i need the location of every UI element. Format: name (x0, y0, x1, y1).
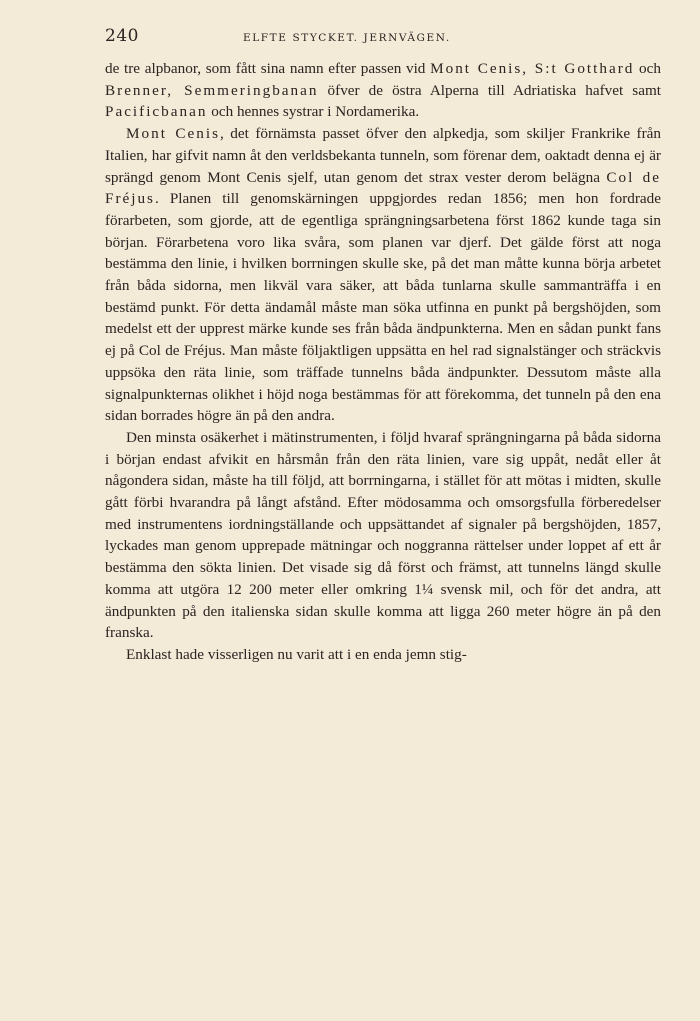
paragraph (105, 58, 661, 123)
paragraph (105, 644, 661, 666)
paragraph (105, 123, 661, 427)
page-number: 240 (105, 26, 139, 46)
page-header (105, 26, 661, 52)
emphasized-text: Brenner, Semmeringbanan (105, 81, 319, 99)
running-head: ELFTE STYCKET. JERNVÄGEN. (242, 32, 451, 44)
text-segment: Enklast hade visserligen nu varit att i en enda jemn stig- (126, 645, 467, 663)
emphasized-text: Col de Fréjus (105, 168, 662, 208)
body-text (105, 58, 661, 666)
emphasized-text: Mont Cenis, S:t Gotthard (430, 60, 635, 77)
text-segment: öfver de östra Alperna till Adriatiska hafvet samt (318, 81, 661, 99)
text-segment: Den minsta osäkerhet i mätinstrumenten, i följd hvaraf sprängningarna på båda sidorna i början endast afvikit en hårsmån från den räta linien, vare sig uppåt, nedåt eller åt någondera sidan, måste ha till följd, att borrningarna, i stället för att mötas i midten, skulle gått förbi hvarandra på långt afstånd. Efter mödosamma och omsorgsfulla förberedelser med instrumentens iordningställande och uppsättandet af signaler på bergshöjden, 1857, lyckades man genom upprepade mätningar och noggranna rättelser under loppet af ett år bestämma den sökta linien. Det visade sig då först och främst, att tunnelns längd skulle komma att utgöra 12 200 meter eller omkring 1¼ svensk mil, och för det andra, att ändpunkten på den italienska sidan skulle komma att ligga 260 meter högre än på den franska. (105, 428, 661, 642)
paragraph (105, 427, 661, 644)
text-segment: och hennes systrar i Nordamerika. (207, 103, 420, 121)
text-segment: , det förnämsta passet öfver den alpkedja, som skiljer Frankrike från Italien, har gifvit namn åt den verldsbekanta tunneln, som förenar dem, oaktadt denna ej är sprängd genom Mont Cenis sjelf, utan genom det strax vester derom belägna (105, 125, 661, 186)
emphasized-text: Pacificbanan (105, 103, 208, 121)
text-segment: och (634, 60, 661, 77)
emphasized-text: Mont Cenis (126, 125, 220, 143)
text-segment: de tre alpbanor, som fått sina namn efter passen vid (105, 60, 431, 77)
text-segment: . Planen till genomskärningen uppgjordes redan 1856; men hon fordrade förarbeten, som gjorde, att de egentliga sprängningsarbetena först 1862 kunde taga sin början. Förarbetena voro lika svåra, som planen var djerf. Det gälde först att noga bestämma den linie, i hvilken borrningen skulle ske, på det man måtte kunna börja arbetet från båda sidorna, men likväl vara säker, att båda tunlarna skulle sammanträffa i en bestämd punkt. För detta ändamål måste man söka utfinna en punkt på bergshöjden, som medelst ett der upprest märke kunde ses från båda ändpunkterna. Men en sådan punkt fans ej på Col de Fréjus. Man måste följaktligen uppsätta en hel rad signalstänger och sträckvis uppsöka den räta linie, som träffade tunnelns båda ändpunkter. Dessutom måste alla signalpunkternas olikhet i höjd noga bestämmas för att förekomma, det tunneln på den ena sidan borrades högre än på den andra. (105, 190, 661, 425)
